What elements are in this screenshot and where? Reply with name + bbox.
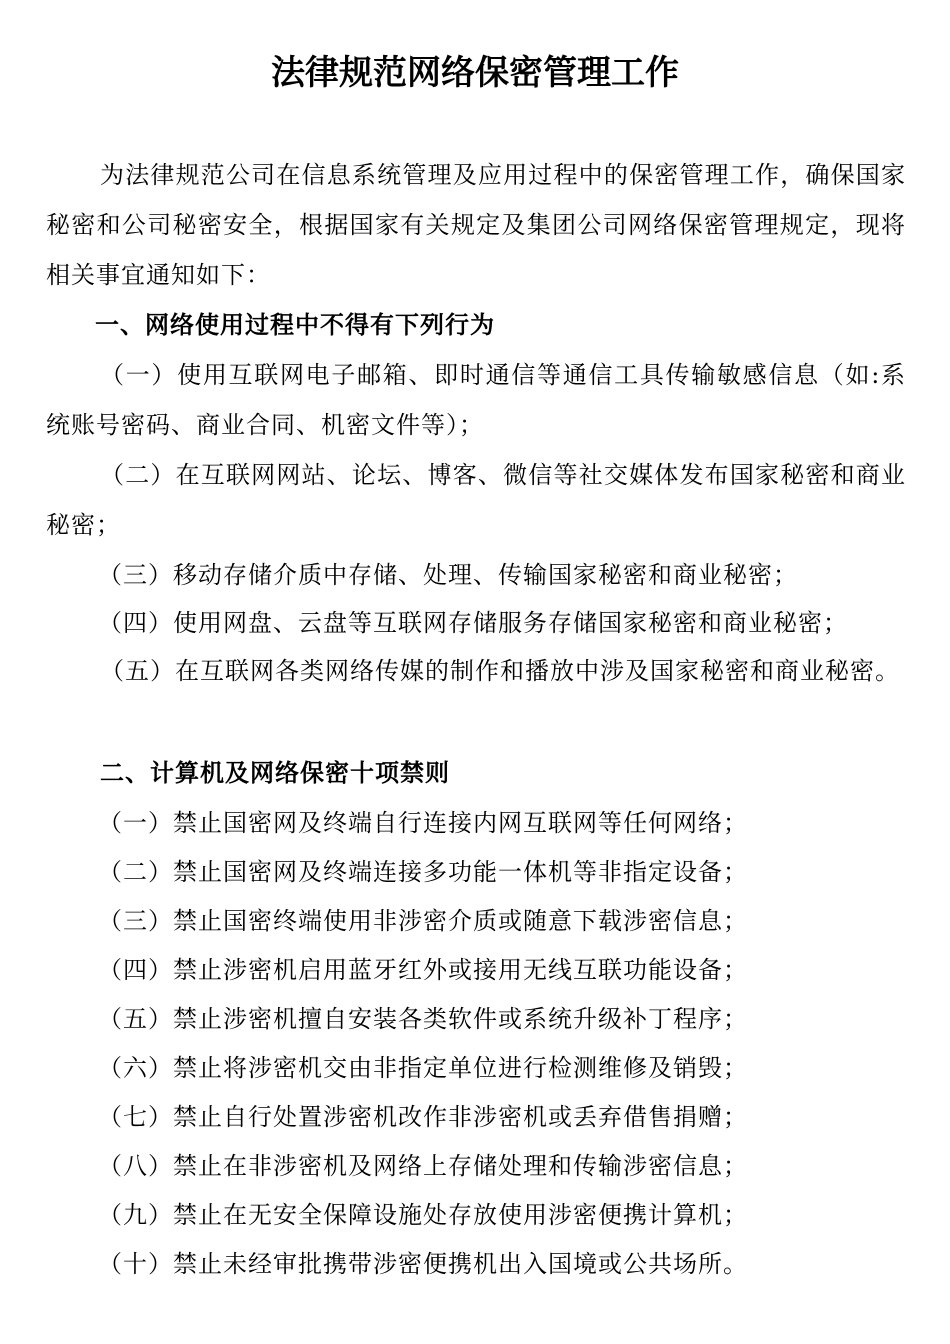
- section2-item: （二）禁止国密网及终端连接多功能一体机等非指定设备；: [98, 858, 748, 886]
- section2-item: （九）禁止在无安全保障设施处存放使用涉密便携计算机；: [98, 1201, 748, 1229]
- section1-heading: 一、网络使用过程中不得有下列行为: [95, 311, 495, 339]
- section2-item: （八）禁止在非涉密机及网络上存储处理和传输涉密信息；: [98, 1152, 748, 1180]
- section2-item: （三）禁止国密终端使用非涉密介质或随意下载涉密信息；: [98, 907, 748, 935]
- section2-item: （四）禁止涉密机启用蓝牙红外或接用无线互联功能设备；: [98, 956, 748, 984]
- intro-paragraph: 为法律规范公司在信息系统管理及应用过程中的保密管理工作，确保国家秘密和公司秘密安全，根据国家有关规定及集团公司网络保密管理规定，现将相关事宜通知如下：: [46, 161, 906, 289]
- section1-item: （一）使用互联网电子邮箱、即时通信等通信工具传输敏感信息（如:系统账号密码、商业合同、机密文件等）；: [46, 361, 906, 439]
- section1-item: （四）使用网盘、云盘等互联网存储服务存储国家秘密和商业秘密；: [98, 609, 848, 637]
- section2-heading: 二、计算机及网络保密十项禁则: [100, 759, 450, 787]
- section1-item: （三）移动存储介质中存储、处理、传输国家秘密和商业秘密；: [98, 561, 798, 589]
- section2-item: （六）禁止将涉密机交由非指定单位进行检测维修及销毁；: [98, 1054, 748, 1082]
- section2-item: （一）禁止国密网及终端自行连接内网互联网等任何网络；: [98, 809, 748, 837]
- section2-item: （五）禁止涉密机擅自安装各类软件或系统升级补丁程序；: [98, 1005, 748, 1033]
- document-title: 法律规范网络保密管理工作: [271, 53, 679, 93]
- section1-item: （二）在互联网网站、论坛、博客、微信等社交媒体发布国家秘密和商业秘密；: [46, 461, 906, 539]
- section1-item: （五）在互联网各类网络传媒的制作和播放中涉及国家秘密和商业秘密。: [100, 657, 900, 685]
- section2-item: （七）禁止自行处置涉密机改作非涉密机或丢弃借售捐赠；: [98, 1103, 748, 1131]
- section2-item: （十）禁止未经审批携带涉密便携机出入国境或公共场所。: [98, 1250, 748, 1278]
